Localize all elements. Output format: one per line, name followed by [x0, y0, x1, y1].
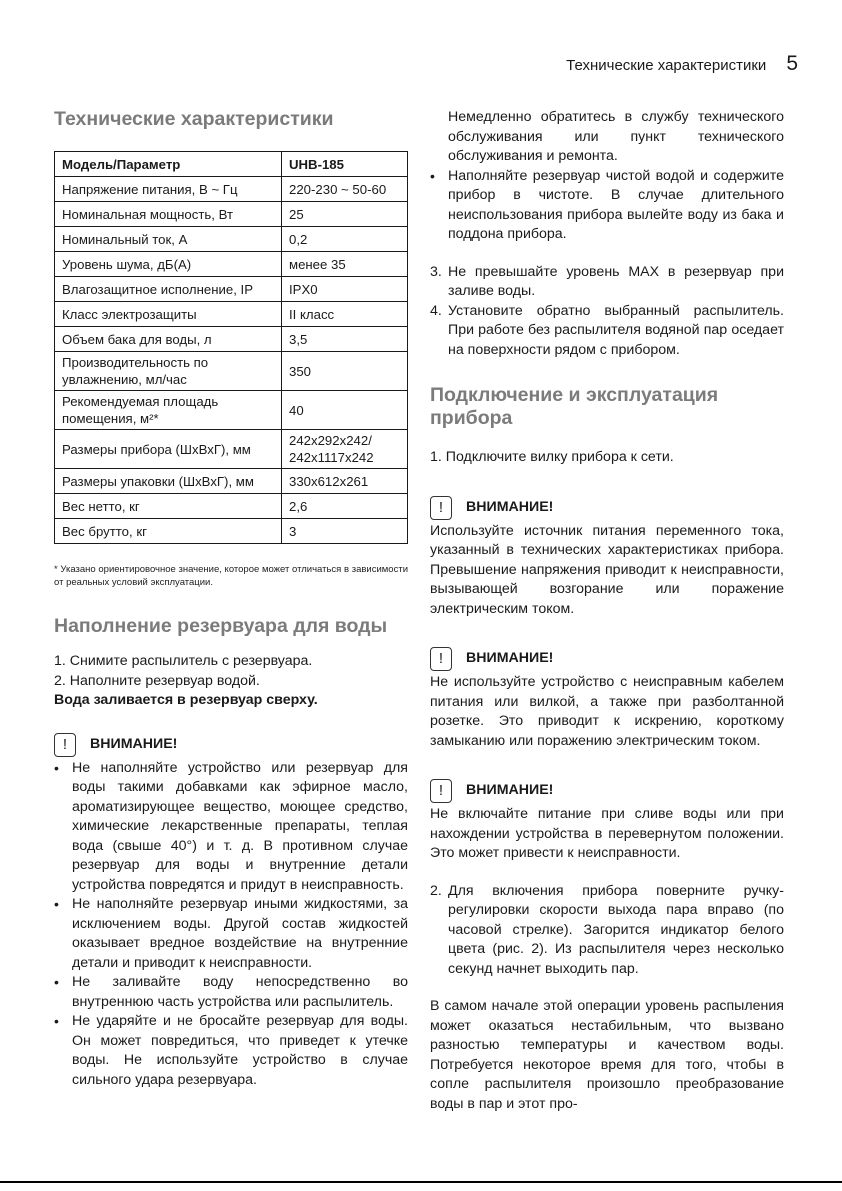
fill-note: Вода заливается в резервуар сверху. [54, 692, 318, 708]
fill-steps [54, 652, 408, 691]
item-number: 2. [430, 882, 442, 899]
page-number: 5 [786, 52, 798, 75]
exclamation-icon: ! [54, 733, 76, 757]
item-text: Не превышайте уровень MAX в резервуар при заливе воды. [448, 263, 784, 299]
warning-title: ВНИМАНИЕ! [90, 735, 178, 752]
warning-title: ВНИМАНИЕ! [466, 782, 554, 799]
list-item: 2. Наполните резервуар водой. [54, 672, 260, 689]
table-row [55, 352, 408, 391]
table-row [55, 177, 408, 202]
table-cell-param: Номинальный ток, А [55, 227, 282, 252]
table-cell-param: Номинальная мощность, Вт [55, 202, 282, 227]
warning-title: ВНИМАНИЕ! [466, 498, 554, 515]
item-number: 4. [430, 302, 442, 319]
table-cell-value: II класс [282, 302, 408, 327]
table-row [55, 252, 408, 277]
footnote: * Указано ориентировочное значение, которое может отличаться в зависимости от реальных условий эксплуатации. [54, 564, 408, 588]
list-item: • Не наполняйте резервуар иными жидкостями, за исключением воды. Другой состав жидкостей оказывает вредное воздействие на внутренние детали и приводит к неисправности. [54, 895, 408, 973]
table-cell-value: 3,5 [282, 327, 408, 352]
table-cell-value: 2,6 [282, 494, 408, 519]
table-row [55, 227, 408, 252]
item-text: Для включения прибора поверните ручку-регулировки скорости выхода пара вправо (по часовой стрелке). Загорится индикатор белого цвета (рис. 2). Из распылителя через несколько секунд начнет выходить пар. [448, 882, 784, 977]
exclamation-icon: ! [430, 496, 452, 520]
table-cell-value: 350 [282, 352, 408, 391]
warning-heading [54, 733, 408, 757]
list-item: • Наполняйте резервуар чистой водой и содержите прибор в чистоте. В случае длительного неиспользования прибора вылейте воду из бака и поддона прибора. [430, 167, 784, 245]
table-cell-value: 25 [282, 202, 408, 227]
exclamation-icon: ! [430, 647, 452, 671]
connect-step-1: 1. Подключите вилку прибора к сети. [430, 449, 674, 465]
table-row [55, 494, 408, 519]
warning-heading [430, 647, 784, 671]
left-column [54, 108, 408, 1090]
table-row [55, 391, 408, 430]
warning-heading [430, 779, 784, 803]
table-cell-param: Объем бака для воды, л [55, 327, 282, 352]
table-cell-value: IPX0 [282, 277, 408, 302]
table-row [55, 277, 408, 302]
table-header-cell: Модель/Параметр [55, 152, 282, 177]
table-cell-param: Напряжение питания, В ~ Гц [55, 177, 282, 202]
table-header-row [55, 152, 408, 177]
table-row [55, 519, 408, 544]
table-cell-value: 330x612x261 [282, 469, 408, 494]
table-cell-param: Влагозащитное исполнение, IP [55, 277, 282, 302]
fill-section-title: Наполнение резервуара для воды [54, 615, 388, 637]
table-cell-param: Производительность по увлажнению, мл/час [55, 352, 282, 391]
item-text: Установите обратно выбранный распылитель. При работе без распылителя водяной пар оседает на поверхности рядом с прибором. [448, 302, 784, 358]
warning-heading [430, 496, 784, 520]
table-header-cell: UHB-185 [282, 152, 408, 177]
table-row [55, 469, 408, 494]
table-row [55, 430, 408, 469]
spec-table [54, 151, 408, 544]
final-paragraph: В самом начале этой операции уровень распыления может оказаться нестабильным, что вызвано разностью температуры и качеством воды. Потребуется некоторое время для того, чтобы в сопле распылителя произошло преобразование воды в пар и этот про- [430, 998, 784, 1112]
table-cell-param: Вес брутто, кг [55, 519, 282, 544]
table-row [55, 202, 408, 227]
operation-steps [430, 882, 784, 980]
spec-section-title: Технические характеристики [54, 108, 334, 130]
bottom-rule [0, 1181, 842, 1183]
table-cell-param: Вес нетто, кг [55, 494, 282, 519]
table-cell-param: Размеры упаковки (ШхВхГ), мм [55, 469, 282, 494]
table-row [55, 302, 408, 327]
list-item: • Не заливайте воду непосредственно во внутреннюю часть устройства или распылитель. [54, 973, 408, 1012]
exclamation-icon: ! [430, 779, 452, 803]
table-cell-param: Уровень шума, дБ(А) [55, 252, 282, 277]
list-item: • Не наполняйте устройство или резервуар для воды такими добавками как эфирное масло, ароматизирующее вещество, моющее средство, химические лекарственные препараты, теплая вода (свыше 40°) и т. д. В противном случае резервуар для воды и внутренние детали устройства повредятся и придут в неисправность. [54, 759, 408, 896]
header-title: Технические характеристики [566, 57, 767, 74]
warning-text: Не включайте питание при сливе воды или при нахождении устройства в перевернутом положении. Это может привести к неисправности. [430, 806, 784, 861]
warning-list [54, 759, 408, 1091]
table-cell-param: Класс электрозащиты [55, 302, 282, 327]
list-item [430, 882, 784, 980]
table-cell-param: Размеры прибора (ШхВхГ), мм [55, 430, 282, 469]
connect-section-title: Подключение и эксплуатация прибора [430, 384, 719, 429]
warning-title: ВНИМАНИЕ! [466, 650, 554, 667]
continued-text: Немедленно обратитесь в службу технического обслуживания или пункт технического обслуживания и ремонта. [448, 109, 784, 164]
warning-text: Используйте источник питания переменного тока, указанный в технических характеристиках прибора. Превышение напряжения приводит к неисправности, вызывающей возгорание или поражение электрическим током. [430, 522, 784, 617]
table-cell-value: 0,2 [282, 227, 408, 252]
table-cell-value: 220-230 ~ 50-60 [282, 177, 408, 202]
table-row [55, 327, 408, 352]
numbered-list [430, 263, 784, 361]
list-item: 1. Снимите распылитель с резервуара. [54, 653, 313, 669]
list-item [430, 263, 784, 302]
table-cell-param: Рекомендуемая площадь помещения, м²* [55, 391, 282, 430]
list-item: • Не ударяйте и не бросайте резервуар для воды. Он может повредиться, что приведет к утечке воды. Не используйте устройство в случае сильного удара резервуара. [54, 1012, 408, 1090]
list-item [430, 302, 784, 361]
item-number: 3. [430, 263, 442, 280]
table-cell-value: 242x292x242/ 242x1117x242 [282, 430, 408, 469]
right-column [430, 108, 784, 1114]
page-header [566, 52, 798, 76]
table-cell-value: 40 [282, 391, 408, 430]
warning-text: Не используйте устройство с неисправным кабелем питания или вилкой, а также при разболтанной розетке. Это приводит к искрению, короткому замыканию или поражению электрическим током. [430, 674, 784, 749]
table-cell-value: менее 35 [282, 252, 408, 277]
right-bullet-list [430, 167, 784, 245]
table-cell-value: 3 [282, 519, 408, 544]
